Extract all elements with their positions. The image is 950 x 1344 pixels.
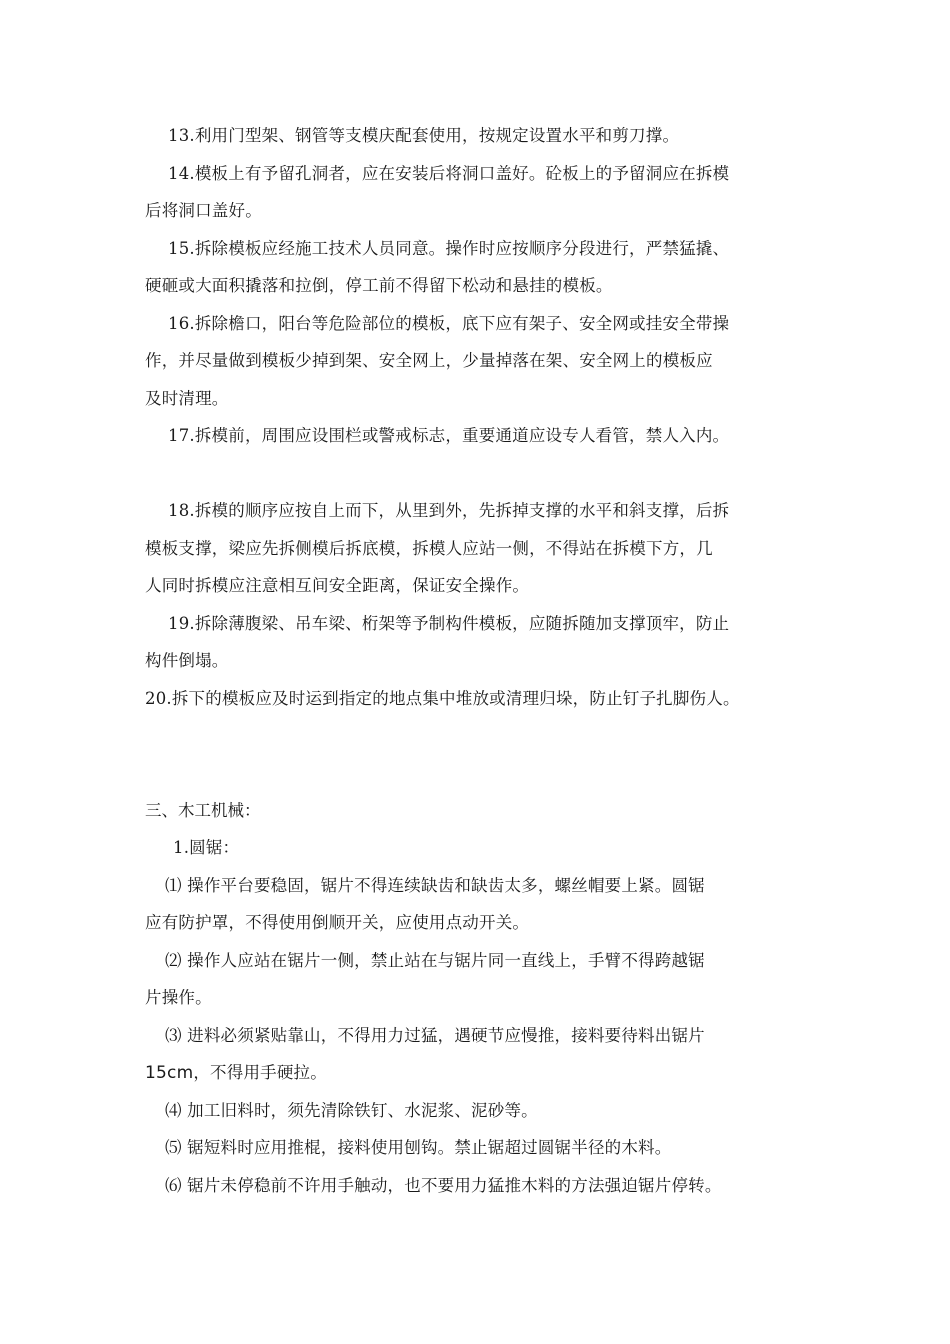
saw-item-4-line-1: ⑷ 加工旧料时，须先清除铁钉、水泥浆、泥砂等。 <box>165 1100 538 1120</box>
rule-17-line-1: 17.拆模前，周围应设围栏或警戒标志，重要通道应设专人看管，禁人入内。 <box>168 426 730 445</box>
section-heading-woodworking-machinery: 三、木工机械： <box>145 801 261 820</box>
saw-item-1-line-2: 应有防护罩，不得使用倒顺开关，应使用点动开关。 <box>145 913 530 932</box>
rule-16-line-1: 16.拆除檐口，阳台等危险部位的模板，底下应有架子、安全网或挂安全带操 <box>168 313 730 333</box>
saw-item-3-line-2 <box>145 1054 825 1092</box>
rule-14-line-1: 14.模板上有予留孔洞者，应在安装后将洞口盖好。砼板上的予留洞应在拆模 <box>168 163 730 183</box>
saw-item-3-distance: 15cm <box>145 1063 194 1083</box>
rule-16-line-3: 及时清理。 <box>145 388 229 408</box>
rule-14-line-2: 后将洞口盖好。 <box>145 201 262 220</box>
rule-19-line-1: 19.拆除薄腹梁、吊车梁、桁架等予制构件模板，应随拆随加支撑顶牢，防止 <box>168 613 730 633</box>
subsection-heading-circular-saw: 1.圆锯： <box>173 838 240 857</box>
saw-item-3-line-2-rest: ，不得用手硬拉。 <box>193 1063 327 1082</box>
rule-15-line-2: 硬砸或大面积撬落和拉倒，停工前不得留下松动和悬挂的模板。 <box>145 276 613 295</box>
rule-16-line-2: 作，并尽量做到模板少掉到架、安全网上，少量掉落在架、安全网上的模板应 <box>145 351 713 370</box>
saw-item-6-line-1: ⑹ 锯片未停稳前不许用手触动，也不要用力猛推木料的方法强迫锯片停转。 <box>165 1175 722 1195</box>
rule-18-line-1: 18.拆模的顺序应按自上而下，从里到外，先拆掉支撑的水平和斜支撑，后拆 <box>168 501 730 520</box>
saw-item-5-line-1: ⑸ 锯短料时应用推棍，接料使用刨钩。禁止锯超过圆锯半径的木料。 <box>165 1138 672 1157</box>
rule-18-line-3: 人同时拆模应注意相互间安全距离，保证安全操作。 <box>145 576 530 595</box>
formwork-rules-13-17 <box>145 117 825 455</box>
rule-20-line-1: 20.拆下的模板应及时运到指定的地点集中堆放或清理归垛，防止钉子扎脚伤人。 <box>145 688 740 708</box>
rule-13-line-1: 13.利用门型架、钢管等支模庆配套使用，按规定设置水平和剪刀撑。 <box>168 126 680 145</box>
saw-item-1-line-1: ⑴ 操作平台要稳固，锯片不得连续缺齿和缺齿太多，螺丝帽要上紧。圆锯 <box>165 875 705 895</box>
rule-18-line-2: 模板支撑，梁应先拆侧模后拆底模，拆模人应站一侧，不得站在拆模下方，几 <box>145 538 713 558</box>
rule-15-line-1: 15.拆除模板应经施工技术人员同意。操作时应按顺序分段进行，严禁猛撬、 <box>168 238 730 258</box>
saw-item-3-line-1: ⑶ 进料必须紧贴靠山，不得用力过猛，遇硬节应慢推，接料要待料出锯片 <box>165 1025 705 1045</box>
formwork-rules-18-19 <box>145 492 825 717</box>
saw-item-2-line-1: ⑵ 操作人应站在锯片一侧，禁止站在与锯片同一直线上，手臂不得跨越锯 <box>165 950 705 970</box>
circular-saw-rules <box>145 829 825 1204</box>
saw-item-2-line-2: 片操作。 <box>145 988 212 1007</box>
rule-19-line-2: 构件倒塌。 <box>145 651 229 670</box>
